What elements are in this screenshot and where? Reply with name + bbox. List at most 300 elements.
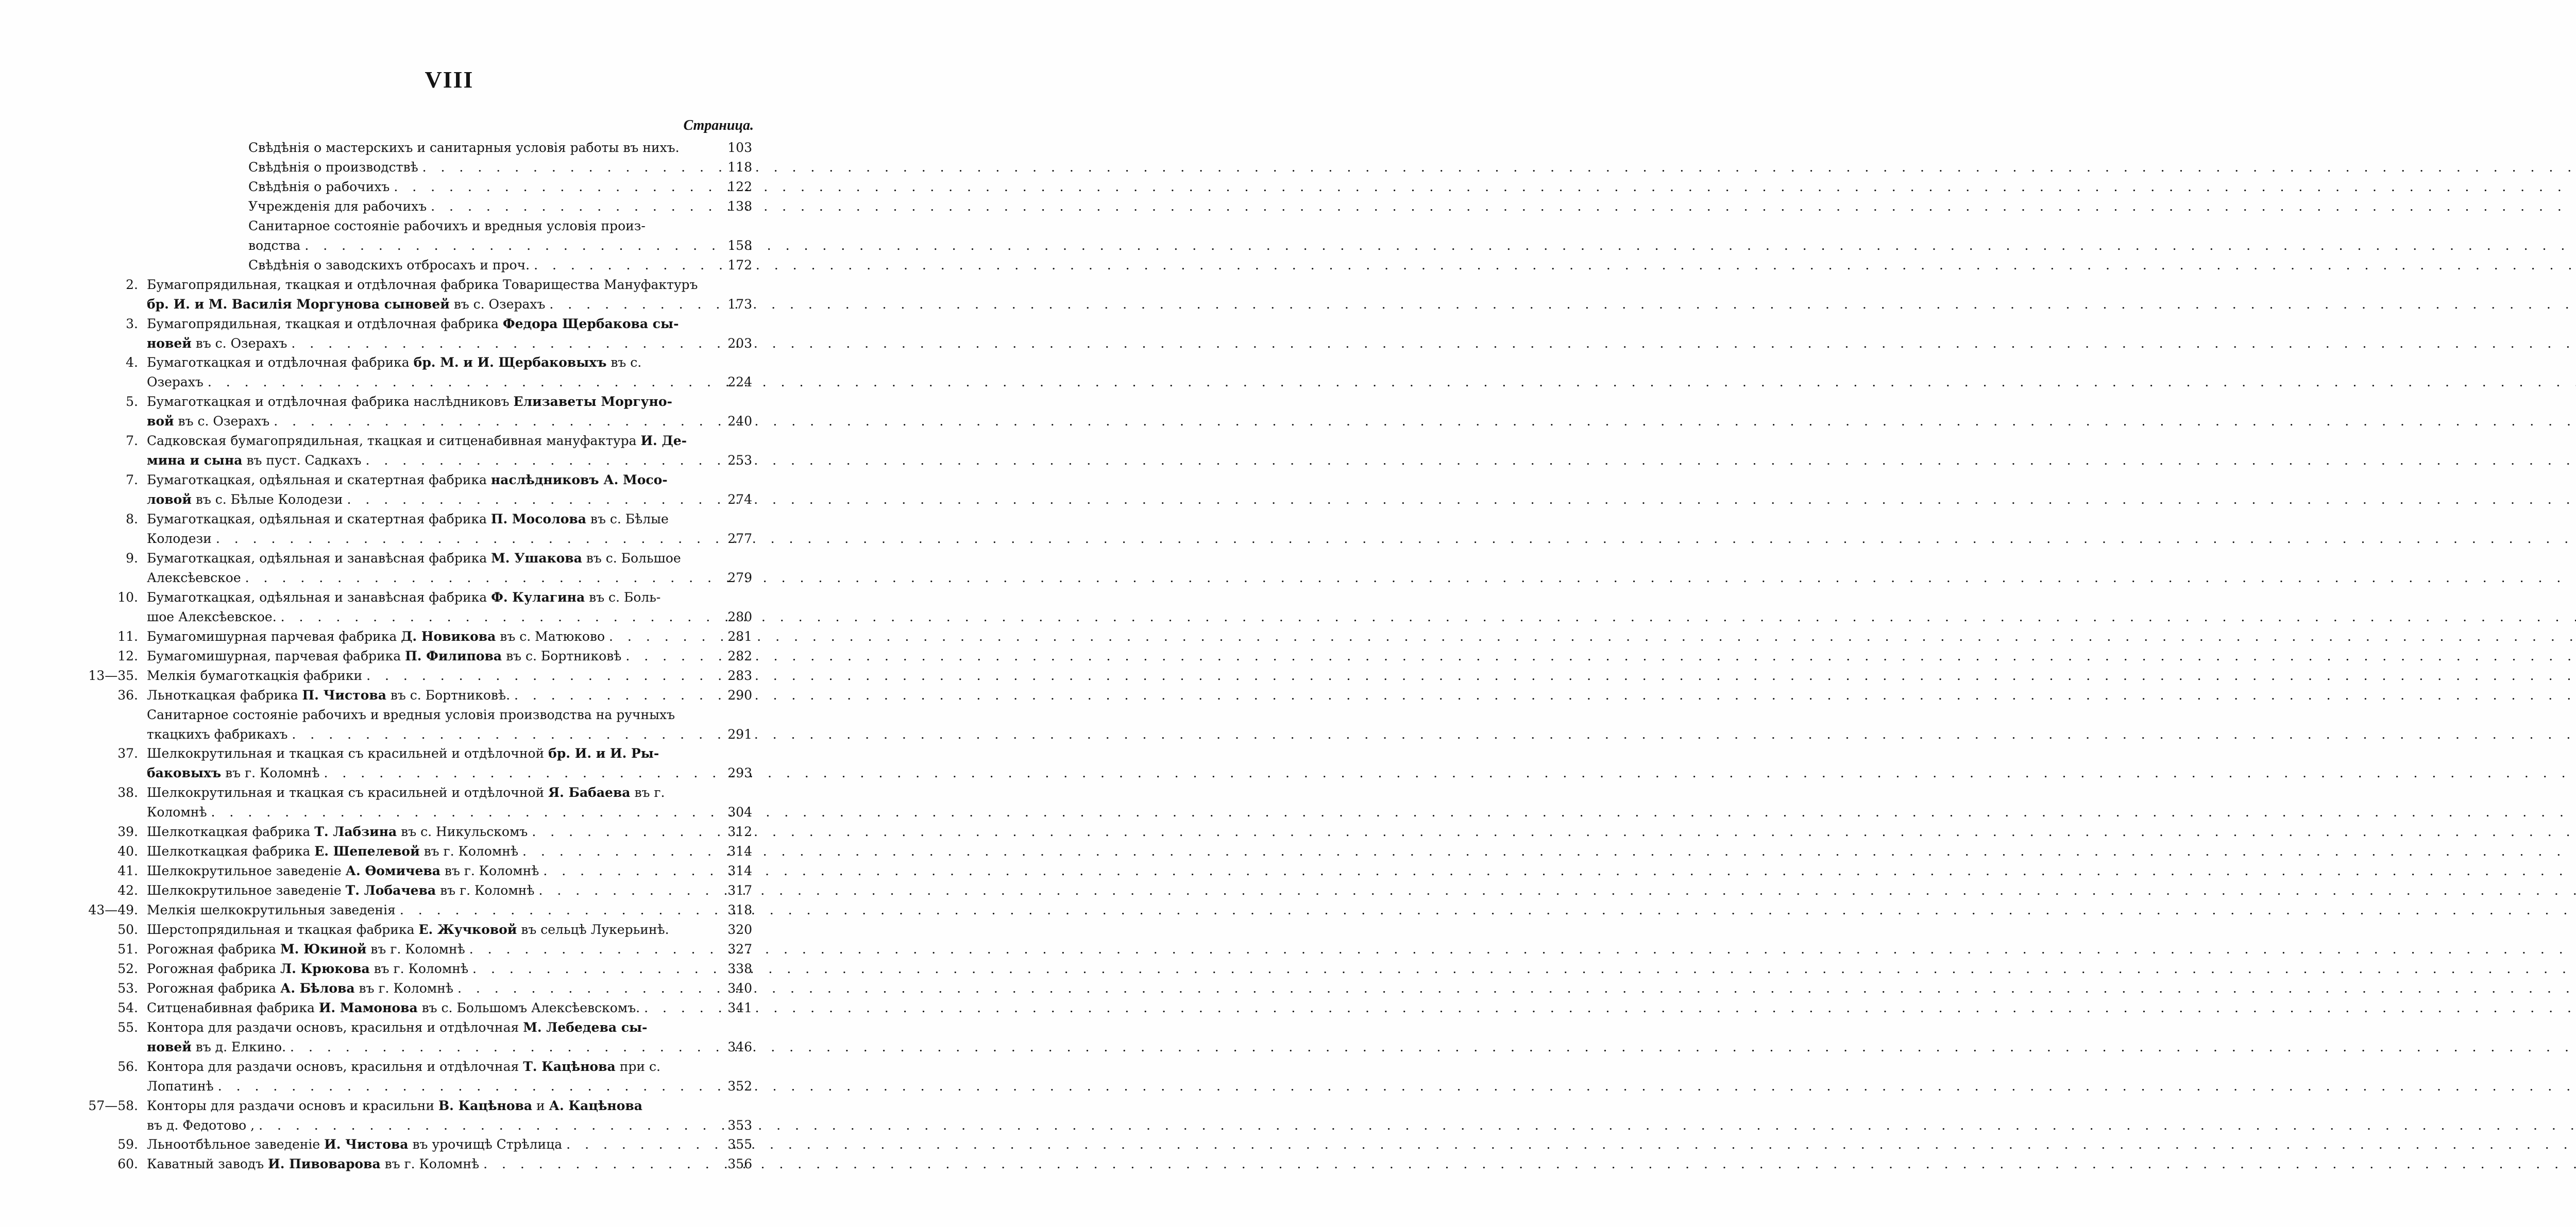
entry-text: въ г. Коломнѣ	[440, 863, 539, 879]
entry-text: Свѣдѣнія о заводскихъ отбросахъ и проч.	[248, 257, 530, 272]
entry-name: Федора Щербакова сы-	[502, 316, 679, 331]
toc-line	[0, 529, 899, 548]
entry-title	[147, 1037, 679, 1056]
page-ref: 274	[727, 492, 752, 507]
page-ref: 312	[727, 824, 752, 840]
toc-line	[0, 431, 899, 450]
entry-name: Я. Бабаева	[548, 785, 631, 800]
entry-text: въ с. Бѣлые Колодези	[191, 492, 343, 507]
toc-line	[0, 1154, 899, 1173]
entry-text: Свѣдѣнія о мастерскихъ и санитарныя условія работы въ нихъ.	[248, 140, 680, 155]
dot-leader	[605, 627, 2576, 646]
entry-text: въ с.	[606, 355, 642, 370]
table-of-contents	[0, 0, 899, 1227]
entry-name: новей	[147, 1039, 192, 1054]
entry-text: въ с. Большое	[582, 550, 681, 566]
entry-number: 10.	[117, 589, 138, 605]
dot-leader	[320, 763, 2576, 782]
toc-line	[0, 686, 899, 705]
entry-text: Контора для раздачи основъ, красильня и отдѣлочная	[147, 1019, 523, 1035]
dot-leader	[465, 940, 2576, 959]
entry-text: въ г. Коломнѣ	[380, 1156, 480, 1172]
entry-name: Елизаветы Моргуно-	[513, 394, 672, 410]
page-ref: 253	[727, 453, 752, 468]
entry-text: въ сельцѣ Лукерьинѣ.	[517, 922, 669, 937]
entry-text: въ г. Коломнѣ	[221, 765, 320, 781]
entry-title	[147, 940, 679, 959]
entry-text: въ г. Коломнѣ	[366, 941, 465, 957]
page-ref: 282	[727, 648, 752, 663]
toc-line	[0, 295, 899, 314]
entry-name: М. Юкиной	[280, 941, 367, 957]
entry-title	[147, 763, 679, 782]
page-ref: 277	[727, 531, 752, 546]
entry-text: въ с. Никульскомъ	[397, 824, 528, 840]
entry-text: въ с. Озерахъ	[174, 414, 270, 429]
page-ref: 356	[727, 1156, 752, 1172]
entry-title	[248, 236, 679, 255]
entry-text: Рогожная фабрика	[147, 961, 280, 976]
entry-title	[147, 607, 679, 626]
entry-text: Бумагомишурная парчевая фабрика	[147, 628, 401, 644]
toc-line	[0, 940, 899, 959]
dot-leader	[453, 979, 2576, 998]
entry-title	[147, 822, 679, 841]
entry-text: Бумагомишурная, парчевая фабрика	[147, 648, 405, 663]
entry-number: 7.	[126, 433, 138, 449]
toc-line	[0, 334, 899, 353]
dot-leader	[545, 295, 2576, 314]
page-ref: 138	[727, 198, 752, 214]
entry-text: Лопатинѣ	[147, 1078, 214, 1094]
entry-text: шое Алексѣевское.	[147, 609, 277, 624]
entry-name: П. Мосолова	[490, 512, 586, 527]
entry-title	[147, 372, 679, 391]
page-ref: 103	[727, 140, 752, 155]
entry-name: А. Ѳомичева	[345, 863, 440, 879]
page-column-header: Страница.	[683, 117, 754, 133]
entry-name: И. Де-	[640, 433, 687, 449]
entry-title	[248, 138, 679, 157]
entry-text: Каватный заводъ	[147, 1156, 268, 1172]
toc-line	[0, 412, 899, 431]
entry-text: въ с. Бѣлые	[586, 512, 669, 527]
entry-number: 3.	[126, 316, 138, 331]
toc-line	[0, 763, 899, 782]
entry-text: Алексѣевское	[147, 570, 241, 585]
entry-title	[147, 549, 679, 568]
toc-line	[0, 1057, 899, 1076]
toc-line	[0, 470, 899, 489]
entry-title	[147, 666, 679, 685]
entry-title	[147, 275, 698, 294]
entry-text: при с.	[615, 1059, 660, 1074]
entry-text: Бумаготкацкая и отдѣлочная фабрика наслѣдниковъ	[147, 394, 514, 410]
entry-text: въ урочищѣ Стрѣлица	[408, 1137, 563, 1152]
entry-text: Рогожная фабрика	[147, 980, 280, 996]
entry-name: Т. Лобачева	[345, 883, 436, 898]
entry-name: М. Лебедева сы-	[523, 1019, 648, 1035]
entry-text: въ с. Большомъ Алексѣевскомъ.	[417, 1000, 640, 1015]
entry-title	[147, 686, 679, 705]
entry-title	[147, 803, 679, 822]
toc-line	[0, 216, 899, 235]
page-ref: 346	[727, 1039, 752, 1054]
entry-number: 41.	[117, 863, 138, 879]
entry-text: Мелкія бумаготкацкія фабрики	[147, 668, 363, 683]
entry-title	[147, 568, 679, 587]
entry-text: Бумагопрядильная, ткацкая и отдѣлочная фабрика	[147, 316, 503, 331]
page-ref: 318	[727, 902, 752, 918]
entry-number: 37.	[117, 746, 138, 761]
entry-text: Мелкія шелкокрутильныя заведенія	[147, 902, 396, 918]
toc-line	[0, 275, 899, 294]
page-ref: 203	[727, 335, 752, 351]
entry-name: вой	[147, 414, 174, 429]
entry-name: А. Кацѣнова	[549, 1098, 642, 1113]
entry-text: Шелкокрутильное заведеніе	[147, 863, 346, 879]
entry-title	[147, 705, 679, 724]
entry-name: бр. М. и И. Щербаковыхъ	[413, 355, 607, 370]
entry-title	[147, 881, 679, 900]
entry-number: 51.	[117, 941, 138, 957]
entry-title	[248, 177, 679, 196]
toc-line	[0, 744, 899, 763]
toc-line	[0, 158, 899, 177]
entry-title	[147, 451, 679, 470]
entry-text: Шелкокрутильная и ткацкая съ красильней и отдѣлочной	[147, 785, 549, 800]
dot-leader	[287, 725, 2576, 744]
entry-number: 57—58.	[88, 1098, 138, 1113]
entry-text: Шерстопрядильная и ткацкая фабрика	[147, 922, 419, 937]
entry-text: ткацкихъ фабрикахъ	[147, 726, 288, 742]
entry-text: Бумаготкацкая и отдѣлочная фабрика	[147, 355, 414, 370]
entry-title	[147, 353, 679, 372]
entry-name: Е. Шепелевой	[314, 844, 420, 859]
dot-leader	[530, 255, 2576, 275]
entry-text: въ с. Озерахъ	[449, 296, 546, 312]
page-ref: 118	[727, 159, 752, 175]
entry-text: Свѣдѣнія о производствѣ	[248, 159, 418, 175]
toc-line	[0, 236, 899, 255]
entry-name: В. Кацѣнова	[438, 1098, 533, 1113]
toc-line	[0, 842, 899, 861]
dot-leader	[510, 686, 2576, 705]
entry-number: 54.	[117, 1000, 138, 1015]
entry-name: бр. И. и М. Василія Моргунова сыновей	[147, 296, 450, 312]
entry-text: въ г. Коломнѣ	[419, 844, 519, 859]
dot-leader	[361, 451, 2576, 470]
entry-text: Колодези	[147, 531, 212, 546]
dot-leader	[479, 1154, 2576, 1173]
entry-text: Ситценабивная фабрика	[147, 1000, 319, 1015]
entry-text: Бумаготкацкая, одѣяльная и занавѣсная фабрика	[147, 550, 492, 566]
entry-title	[147, 1116, 679, 1135]
entry-number: 11.	[117, 628, 138, 644]
entry-number: 2.	[126, 277, 138, 292]
entry-text: Рогожная фабрика	[147, 941, 280, 957]
toc-line	[0, 607, 899, 626]
entry-text: въ с. Боль-	[585, 589, 661, 605]
entry-text: Бумаготкацкая, одѣяльная и скатертная фабрика	[147, 512, 491, 527]
entry-text: Свѣдѣнія о рабочихъ	[248, 179, 390, 194]
dot-leader	[277, 607, 2576, 626]
toc-line	[0, 138, 899, 157]
toc-line	[0, 783, 899, 802]
entry-title	[147, 998, 679, 1017]
page-ref: 340	[727, 980, 752, 996]
entry-text: Бумаготкацкая, одѣяльная и занавѣсная фабрика	[147, 589, 492, 605]
entry-number: 59.	[117, 1137, 138, 1152]
entry-title	[147, 861, 679, 880]
entry-title	[147, 744, 679, 763]
entry-number: 40.	[117, 844, 138, 859]
entry-text: Льноткацкая фабрика	[147, 687, 302, 703]
dot-leader	[539, 861, 2576, 880]
toc-line	[0, 861, 899, 880]
dot-leader	[528, 822, 2576, 841]
page-ref: 314	[727, 844, 752, 859]
toc-line	[0, 1096, 899, 1115]
entry-name: мина и сына	[147, 453, 243, 468]
dot-leader	[241, 568, 2576, 587]
entry-number: 9.	[126, 550, 138, 566]
entry-title	[147, 900, 679, 919]
entry-text: Шелкокрутильная и ткацкая съ красильней и отдѣлочной	[147, 746, 549, 761]
page-ref: 291	[727, 726, 752, 742]
toc-line	[0, 822, 899, 841]
entry-name: А. Бѣлова	[280, 980, 355, 996]
page-ref: 224	[727, 374, 752, 390]
toc-line	[0, 881, 899, 900]
entry-text: въ г. Коломнѣ	[369, 961, 469, 976]
entry-title	[248, 197, 679, 216]
dot-leader	[640, 998, 2576, 1017]
entry-text: въ г.	[630, 785, 665, 800]
toc-line	[0, 568, 899, 587]
dot-leader	[269, 412, 2576, 431]
entry-text: въ пуст. Садкахъ	[242, 453, 362, 468]
page-ref: 327	[727, 941, 752, 957]
entry-text: Конторы для раздачи основъ и красильни	[147, 1098, 439, 1113]
toc-line	[0, 959, 899, 978]
entry-name: бр. И. и И. Ры-	[548, 746, 659, 761]
entry-text: Санитарное состояніе рабочихъ и вредныя условія производства на ручныхъ	[147, 707, 675, 722]
entry-number: 60.	[117, 1156, 138, 1172]
dot-leader	[362, 666, 2576, 685]
dot-leader	[286, 1037, 2576, 1056]
toc-line	[0, 646, 899, 666]
entry-text: въ г. Коломнѣ	[354, 980, 453, 996]
entry-text: водства	[248, 237, 301, 253]
entry-text: въ с. Озерахъ	[191, 335, 287, 351]
dot-leader	[535, 881, 2576, 900]
entry-title	[147, 1154, 679, 1173]
entry-title	[147, 509, 679, 529]
dot-leader	[204, 372, 2576, 391]
entry-text: въ с. Бортниковѣ.	[386, 687, 511, 703]
page-ref: 317	[727, 883, 752, 898]
dot-leader	[212, 529, 2576, 548]
dot-leader	[468, 959, 2576, 978]
entry-title	[248, 255, 679, 275]
toc-line	[0, 1077, 899, 1096]
toc-line	[0, 197, 899, 216]
toc-line	[0, 1037, 899, 1056]
entry-name: М. Ушакова	[491, 550, 582, 566]
toc-line	[0, 627, 899, 646]
entry-name: наслѣдниковъ А. Мосо-	[490, 472, 668, 488]
toc-line	[0, 451, 899, 470]
entry-name: Л. Крюкова	[280, 961, 370, 976]
entry-title	[147, 334, 679, 353]
entry-text: и	[532, 1098, 549, 1113]
entry-name: Т. Лабзина	[314, 824, 397, 840]
page-ref: 281	[727, 628, 752, 644]
page-number: VIII	[425, 66, 474, 93]
entry-number: 36.	[117, 687, 138, 703]
entry-title	[147, 392, 679, 411]
entry-number: 50.	[117, 922, 138, 937]
entry-number: 42.	[117, 883, 138, 898]
entry-title	[147, 470, 679, 489]
entry-text: въ г. Коломнѣ	[436, 883, 535, 898]
entry-text: Садковская бумагопрядильная, ткацкая и ситценабивная мануфактура	[147, 433, 641, 449]
entry-title	[147, 588, 679, 607]
entry-title	[248, 216, 679, 235]
entry-text: Бумаготкацкая, одѣяльная и скатертная фабрика	[147, 472, 491, 488]
dot-leader	[562, 1135, 2576, 1154]
entry-title	[147, 979, 679, 998]
entry-number: 5.	[126, 394, 138, 410]
page-ref: 172	[727, 257, 752, 272]
entry-title	[248, 158, 679, 177]
entry-title	[147, 1077, 679, 1096]
entry-title	[147, 490, 679, 509]
toc-line	[0, 588, 899, 607]
entry-number: 55.	[117, 1019, 138, 1035]
toc-line	[0, 705, 899, 724]
page-ref: 279	[727, 570, 752, 585]
entry-name: Ф. Кулагина	[491, 589, 585, 605]
toc-line	[0, 177, 899, 196]
toc-line	[0, 998, 899, 1017]
toc-line	[0, 900, 899, 919]
entry-number: 53.	[117, 980, 138, 996]
dot-leader	[621, 646, 2576, 666]
entry-name: баковыхъ	[147, 765, 222, 781]
toc-line	[0, 353, 899, 372]
entry-name: И. Пивоварова	[268, 1156, 381, 1172]
entry-name: ловой	[147, 492, 192, 507]
toc-line	[0, 549, 899, 568]
entry-text: въ с. Бортниковѣ	[502, 648, 622, 663]
entry-name: новей	[147, 335, 192, 351]
entry-title	[147, 412, 679, 431]
entry-title	[147, 783, 679, 802]
page-ref: 314	[727, 863, 752, 879]
dot-leader	[214, 1077, 2576, 1096]
entry-text: Озерахъ	[147, 374, 204, 390]
entry-title	[147, 959, 679, 978]
entry-title	[147, 842, 679, 861]
entry-title	[147, 314, 679, 333]
page-ref: 122	[727, 179, 752, 194]
page-ref: 293	[727, 765, 752, 781]
entry-number: 12.	[117, 648, 138, 663]
entry-number: 52.	[117, 961, 138, 976]
toc-line	[0, 725, 899, 744]
toc-line	[0, 979, 899, 998]
page-ref: 353	[727, 1117, 752, 1133]
toc-line	[0, 1116, 899, 1135]
page-ref: 280	[727, 609, 752, 624]
dot-leader	[207, 803, 2576, 822]
entry-number: 43—49.	[88, 902, 138, 918]
dot-leader	[287, 334, 2576, 353]
entry-text: Контора для раздачи основъ, красильня и отдѣлочная	[147, 1059, 523, 1074]
entry-text: въ с. Матюково	[496, 628, 605, 644]
entry-title	[147, 725, 679, 744]
entry-text: Коломнѣ	[147, 805, 207, 820]
entry-title	[147, 1135, 679, 1154]
toc-line	[0, 920, 899, 939]
entry-text: Шелкоткацкая фабрика	[147, 824, 315, 840]
entry-title	[147, 1018, 679, 1037]
toc-line	[0, 490, 899, 509]
entry-title	[147, 627, 679, 646]
entry-title	[147, 295, 679, 314]
entry-text: Шелкоткацкая фабрика	[147, 844, 315, 859]
entry-text: Учрежденія для рабочихъ	[248, 198, 427, 214]
toc-line	[0, 1135, 899, 1154]
toc-line	[0, 255, 899, 275]
entry-number: 4.	[126, 355, 138, 370]
page-ref: 283	[727, 668, 752, 683]
entry-name: П. Чистова	[302, 687, 386, 703]
entry-text: въ д. Елкино.	[191, 1039, 286, 1054]
entry-name: И. Мамонова	[318, 1000, 418, 1015]
entry-number: 56.	[117, 1059, 138, 1074]
page-ref: 240	[727, 414, 752, 429]
entry-number: 7.	[126, 472, 138, 488]
page-ref: 173	[727, 296, 752, 312]
entry-name: Т. Кацѣнова	[523, 1059, 616, 1074]
page-ref: 341	[727, 1000, 752, 1015]
entry-title	[147, 1057, 679, 1076]
entry-name: И. Чистова	[324, 1137, 409, 1152]
entry-name: Е. Жучковой	[418, 922, 517, 937]
toc-line	[0, 372, 899, 391]
entry-number: 39.	[117, 824, 138, 840]
toc-line	[0, 1018, 899, 1037]
toc-line	[0, 666, 899, 685]
dot-leader	[343, 490, 2576, 509]
page-ref: 320	[727, 922, 752, 937]
page-ref: 290	[727, 687, 752, 703]
page-ref: 352	[727, 1078, 752, 1094]
dot-leader	[300, 236, 2576, 255]
page-ref: 158	[727, 237, 752, 253]
entry-title	[147, 529, 679, 548]
entry-text: въ д. Федотово ,	[147, 1117, 255, 1133]
entry-title	[147, 431, 687, 450]
entry-text: Льноотбѣльное заведеніе	[147, 1137, 325, 1152]
entry-text: Шелкокрутильное заведеніе	[147, 883, 346, 898]
page-ref: 304	[727, 805, 752, 820]
page-ref: 338	[727, 961, 752, 976]
entry-title	[147, 646, 679, 666]
